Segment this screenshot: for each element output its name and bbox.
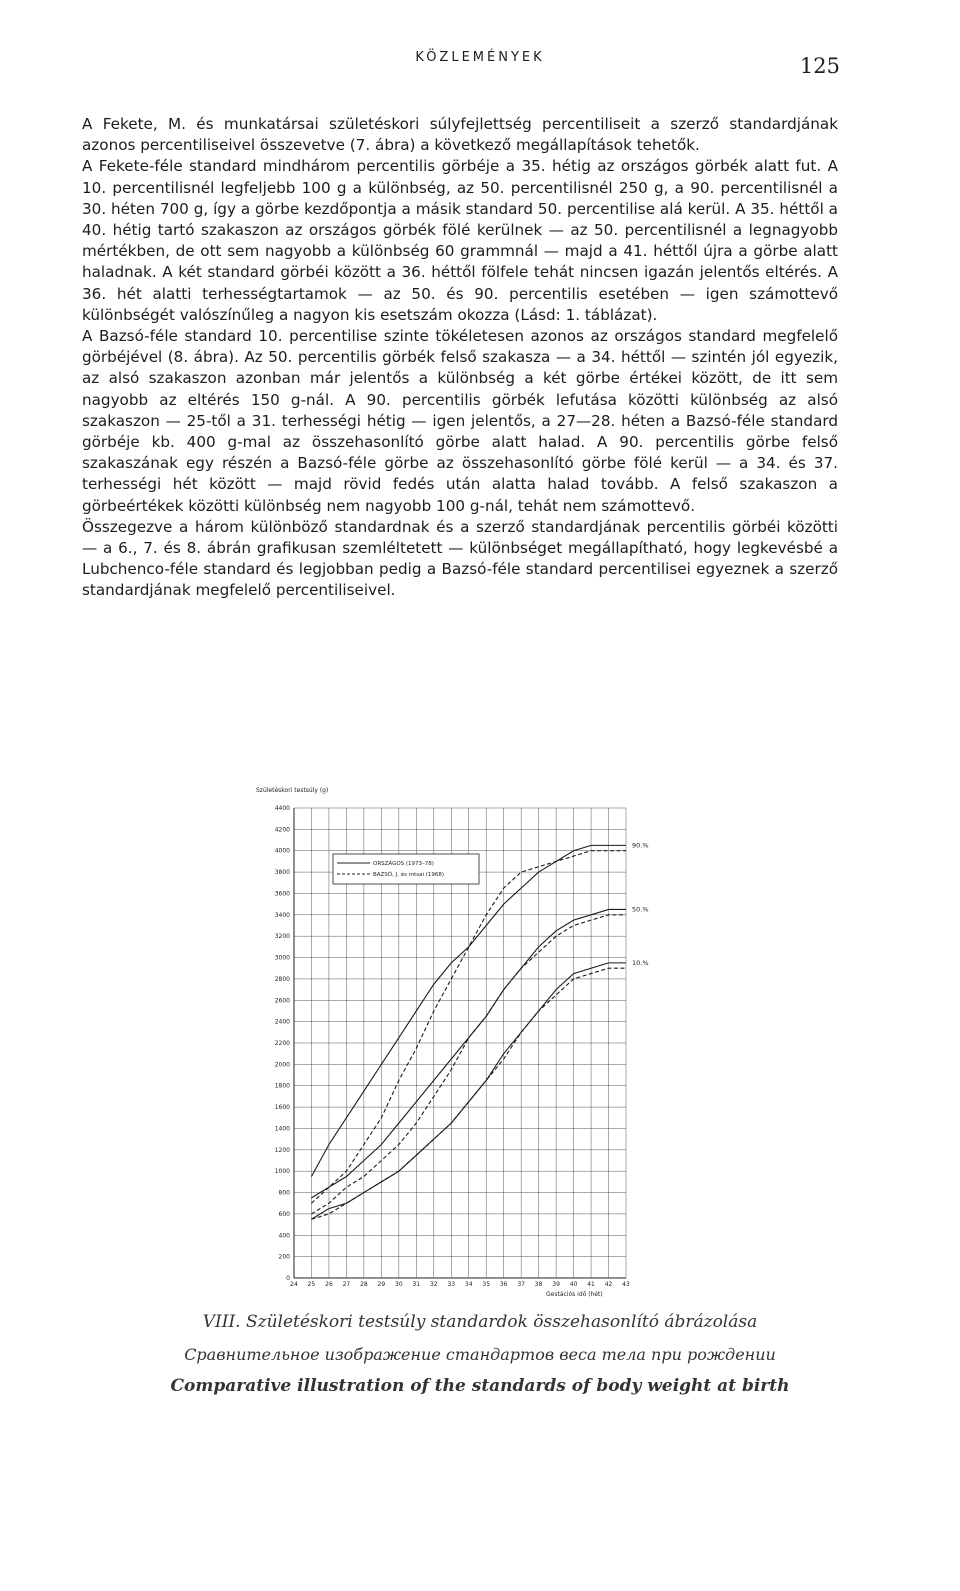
x-tick-label: 39 bbox=[552, 1281, 560, 1288]
x-tick-label: 28 bbox=[360, 1281, 368, 1288]
x-tick-label: 32 bbox=[429, 1281, 438, 1288]
y-tick-label: 600 bbox=[278, 1210, 290, 1218]
y-tick-label: 3200 bbox=[274, 933, 290, 941]
paragraph-4: Összegezve a három különböző standardnak és a szerző standardjának percentilis görbéi közötti — a 6., 7. és 8. ábrán grafikusan szemléltetett — különbséget megállapítható, hogy legkevésbé a Lubchenco-féle standard és legjobban pedig a Bazsó-féle standard percentilisei egyeznek a szerző standardjának megfelelő percentiliseivel. bbox=[82, 517, 838, 600]
x-tick-label: 33 bbox=[447, 1281, 456, 1288]
y-tick-label: 3600 bbox=[274, 890, 290, 898]
paragraph-1: A Fekete, M. és munkatársai születéskori súlyfejlettség percentiliseit a szerző standardjának azonos percentiliseivel összevetve (7. ábra) a következő megállapítások tehetők. bbox=[82, 115, 838, 155]
x-tick-label: 43 bbox=[622, 1281, 630, 1288]
caption-russian: Сравнительное изображение стандартов веса тела при рождении bbox=[184, 1345, 776, 1364]
y-tick-label: 200 bbox=[278, 1253, 290, 1261]
x-axis-label: Gestációs idő (hét) bbox=[546, 1291, 603, 1298]
x-tick-label: 37 bbox=[517, 1281, 525, 1288]
page-number: 125 bbox=[799, 54, 840, 78]
y-tick-label: 2200 bbox=[274, 1040, 290, 1047]
y-tick-label: 0 bbox=[286, 1275, 290, 1282]
paragraph-2: A Fekete-féle standard mindhárom percentilis görbéje a 35. hétig az országos görbék alatt fut. A 10. percentilisnél legfeljebb 100 g a különbség, az 50. percentilisnél 250 g, a 90. percentilisnél a 30. héten 700 g, így a görbe kezdőpontja a másik standard 50. percentilise alá kerül. A 35. héttől a 40. hétig tartó szakaszon az országos görbék fölé kerülnek — az 50. percentilisnél a legnagyobb mértékben, de ott sem nagyobb a különbség 60 grammnál — majd a 41. héttől újra a görbe alatt haladnak. A két standard görbéi között a 36. héttől fölfele tehát nincsen igazán jelentős eltérés. A 36. hét alatti terhességtartamok — az 50. és 90. percentilis esetében — igen számottevő különbségét valószínűleg a nagyon kis esetszám okozza (Lásd: 1. táblázat). bbox=[82, 157, 838, 324]
running-header: KÖZLEMÉNYEK bbox=[415, 50, 545, 65]
legend-entry-orszagos: ORSZÁGOS (1973–78) bbox=[373, 861, 434, 867]
y-tick-label: 2400 bbox=[274, 1018, 290, 1026]
y-tick-label: 2600 bbox=[274, 997, 290, 1005]
x-tick-label: 29 bbox=[377, 1281, 386, 1288]
x-tick-label: 34 bbox=[464, 1281, 473, 1288]
x-tick-label: 36 bbox=[499, 1281, 508, 1288]
percentile-labels bbox=[632, 841, 649, 967]
percentile-label: 50.% bbox=[632, 905, 649, 914]
y-tick-label: 3800 bbox=[274, 869, 290, 877]
legend-entry-bazso: BAZSÓ, J. és mtsai (1968) bbox=[373, 872, 445, 878]
y-tick-label: 1400 bbox=[274, 1125, 290, 1133]
y-tick-label: 1000 bbox=[274, 1168, 290, 1176]
body-text bbox=[82, 114, 838, 602]
x-tick-label: 27 bbox=[342, 1281, 351, 1288]
chart-legend bbox=[333, 854, 479, 884]
x-tick-label: 41 bbox=[587, 1281, 595, 1288]
y-tick-label: 4400 bbox=[274, 805, 290, 812]
caption-english: Comparative illustration of the standards of body weight at birth bbox=[170, 1376, 790, 1396]
x-tick-label: 25 bbox=[307, 1281, 316, 1288]
y-axis-label: Születéskori testsúly (g) bbox=[256, 787, 329, 794]
percentile-label: 90.% bbox=[632, 841, 649, 850]
percentile-label: 10.% bbox=[632, 958, 649, 967]
y-tick-label: 1200 bbox=[274, 1146, 290, 1154]
x-tick-label: 26 bbox=[325, 1281, 333, 1288]
y-tick-label: 4200 bbox=[274, 826, 290, 834]
x-tick-label: 42 bbox=[604, 1281, 613, 1288]
x-tick-label: 40 bbox=[569, 1281, 578, 1288]
x-tick-label: 38 bbox=[534, 1281, 543, 1288]
x-tick-label: 30 bbox=[395, 1281, 403, 1288]
caption-hungarian: VIII. Születéskori testsúly standardok összehasonlító ábrázolása bbox=[202, 1312, 758, 1332]
y-tick-label: 400 bbox=[278, 1232, 290, 1240]
y-tick-label: 2800 bbox=[274, 975, 290, 983]
legend-box bbox=[333, 854, 479, 884]
y-tick-label: 1600 bbox=[274, 1104, 290, 1112]
birth-weight-chart bbox=[246, 780, 666, 1300]
y-tick-label: 4000 bbox=[274, 847, 290, 855]
y-tick-label: 800 bbox=[278, 1189, 290, 1197]
x-tick-label: 35 bbox=[482, 1281, 491, 1288]
y-tick-label: 3400 bbox=[274, 911, 290, 919]
y-tick-label: 1800 bbox=[274, 1082, 290, 1090]
paragraph-3: A Bazsó-féle standard 10. percentilise szinte tökéletesen azonos az országos standard megfelelő görbéjével (8. ábra). Az 50. percentilis görbék felső szakasza — a 34. héttől — szintén jól egyezik, az alsó szakaszon azonban már jelentős a különbség a két görbe értékei között, de itt sem nagyobb az eltérés 150 g-nál. A 90. percentilis görbék lefutása közötti különbség az alsó szakaszon — 25-től a 31. terhességi hétig — igen jelentős, a 27—28. héten a Bazsó-féle standard görbéje kb. 400 g-mal az összehasonlító görbe alatt halad. A 90. percentilis görbe felső szakaszának egy részén a Bazsó-féle görbe az összehasonlító görbe fölé kerül — a 34. és 37. terhességi hét között — majd rövid fedés után alatta halad tovább. A felső szakaszon a görbeértékek közötti különbség nem nagyobb 100 g-nál, tehát nem számottevő. bbox=[82, 327, 838, 515]
x-tick-label: 31 bbox=[412, 1281, 421, 1288]
x-tick-label: 24 bbox=[290, 1281, 298, 1288]
y-tick-label: 2000 bbox=[274, 1061, 290, 1069]
y-tick-label: 3000 bbox=[274, 954, 290, 962]
